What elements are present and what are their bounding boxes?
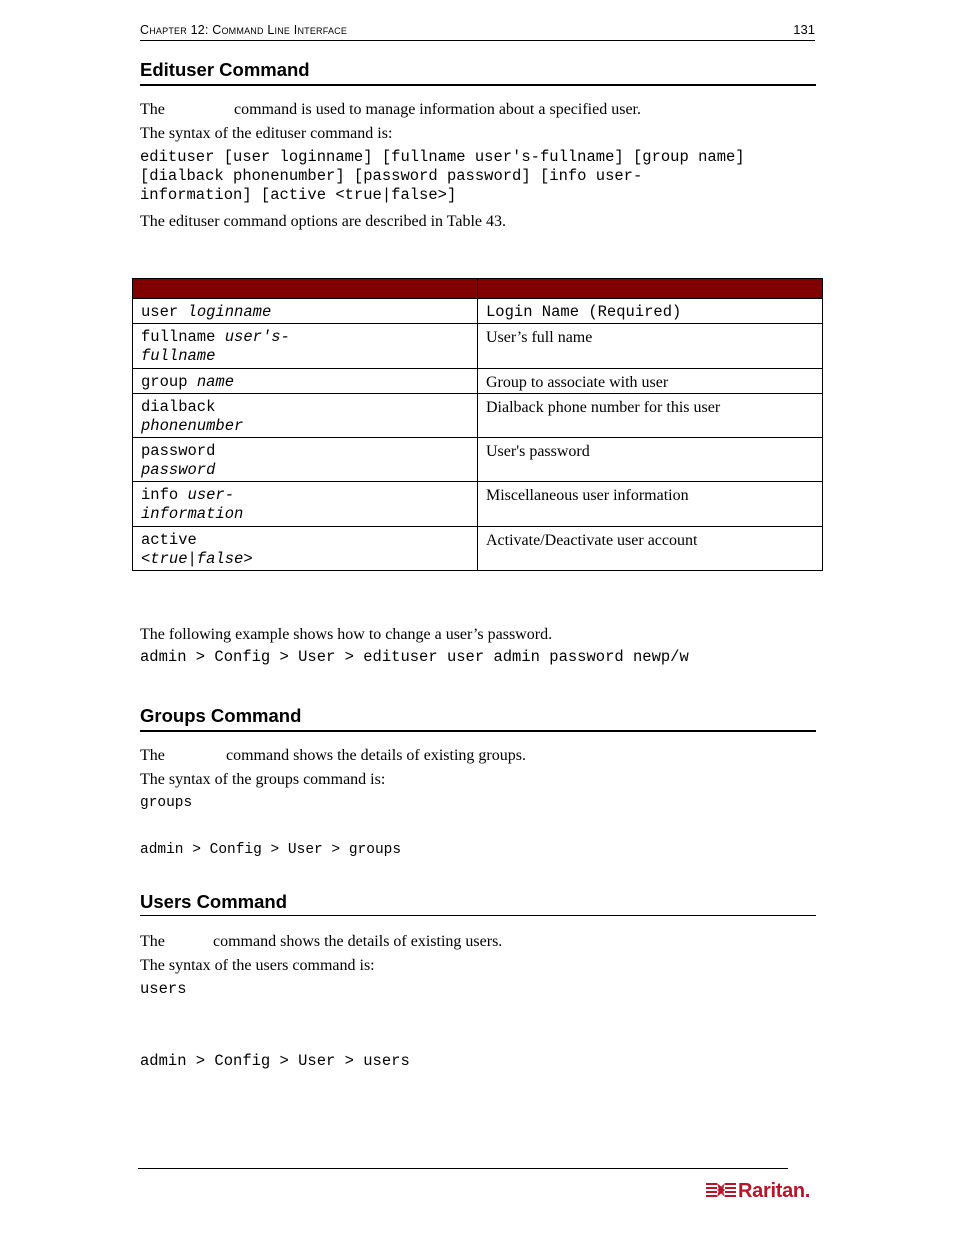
option-cell: password password bbox=[133, 438, 478, 482]
groups-heading-rule bbox=[140, 730, 816, 732]
description-cell: User's password bbox=[478, 438, 823, 482]
groups-heading: Groups Command bbox=[140, 705, 302, 726]
table-row bbox=[133, 482, 823, 527]
description-cell: Group to associate with user bbox=[478, 369, 823, 394]
raritan-logo-icon bbox=[706, 1180, 736, 1202]
description-cell: Activate/Deactivate user account bbox=[478, 527, 823, 571]
users-intro-rest: command shows the details of existing users. bbox=[213, 933, 503, 950]
edituser-syntax-line: [dialback phonenumber] [password password] [info user- bbox=[140, 167, 643, 185]
description-cell: Login Name (Required) bbox=[478, 299, 823, 324]
table-row bbox=[133, 324, 823, 369]
users-heading: Users Command bbox=[140, 891, 288, 912]
edituser-intro-rest: command is used to manage information about a specified user. bbox=[234, 101, 641, 118]
table-header-row bbox=[133, 279, 823, 299]
chapter-title: Chapter 12: Command Line Interface bbox=[140, 23, 348, 37]
users-syntax: users bbox=[140, 980, 187, 998]
option-cell: group name bbox=[133, 369, 478, 394]
users-example: admin > Config > User > users bbox=[140, 1052, 410, 1070]
edituser-heading: Edituser Command bbox=[140, 59, 310, 80]
table-row bbox=[133, 438, 823, 482]
option-cell: info user- information bbox=[133, 482, 478, 527]
table-row bbox=[133, 394, 823, 438]
groups-syntax: groups bbox=[140, 795, 193, 811]
users-heading-rule bbox=[140, 915, 816, 916]
table-header-cell-option bbox=[133, 279, 478, 299]
example-command: admin > Config > User > edituser user admin password newp/w bbox=[140, 648, 689, 666]
table-row bbox=[133, 299, 823, 324]
raritan-logo bbox=[706, 1178, 810, 1204]
running-header bbox=[140, 22, 815, 41]
groups-intro-the: The bbox=[140, 747, 165, 764]
users-intro-the: The bbox=[140, 933, 165, 950]
table-row bbox=[133, 527, 823, 571]
option-cell: user loginname bbox=[133, 299, 478, 324]
page-number: 131 bbox=[793, 22, 815, 37]
table-header-cell-description bbox=[478, 279, 823, 299]
option-cell: active <true|false> bbox=[133, 527, 478, 571]
footer-rule bbox=[138, 1168, 788, 1169]
description-cell: User’s full name bbox=[478, 324, 823, 369]
example-text: The following example shows how to change a user’s password. bbox=[140, 626, 553, 643]
groups-example: admin > Config > User > groups bbox=[140, 842, 402, 858]
edituser-intro-the: The bbox=[140, 101, 165, 118]
edituser-options-table bbox=[132, 278, 823, 571]
description-cell: Dialback phone number for this user bbox=[478, 394, 823, 438]
edituser-intro bbox=[140, 100, 165, 120]
table-row bbox=[133, 369, 823, 394]
edituser-syntax-intro: The syntax of the edituser command is: bbox=[140, 125, 393, 142]
groups-intro-rest: command shows the details of existing groups. bbox=[226, 747, 526, 764]
users-syntax-intro: The syntax of the users command is: bbox=[140, 957, 375, 974]
option-cell: dialback phonenumber bbox=[133, 394, 478, 438]
option-cell: fullname user's- fullname bbox=[133, 324, 478, 369]
edituser-heading-rule bbox=[140, 84, 816, 86]
edituser-syntax-line: edituser [user loginname] [fullname user's-fullname] [group name] bbox=[140, 148, 745, 166]
description-cell: Miscellaneous user information bbox=[478, 482, 823, 527]
raritan-logo-text: Raritan. bbox=[738, 1179, 811, 1202]
edituser-syntax-line: information] [active <true|false>] bbox=[140, 186, 457, 204]
edituser-table-reference: The edituser command options are described in Table 43. bbox=[140, 213, 507, 230]
groups-syntax-intro: The syntax of the groups command is: bbox=[140, 771, 386, 788]
